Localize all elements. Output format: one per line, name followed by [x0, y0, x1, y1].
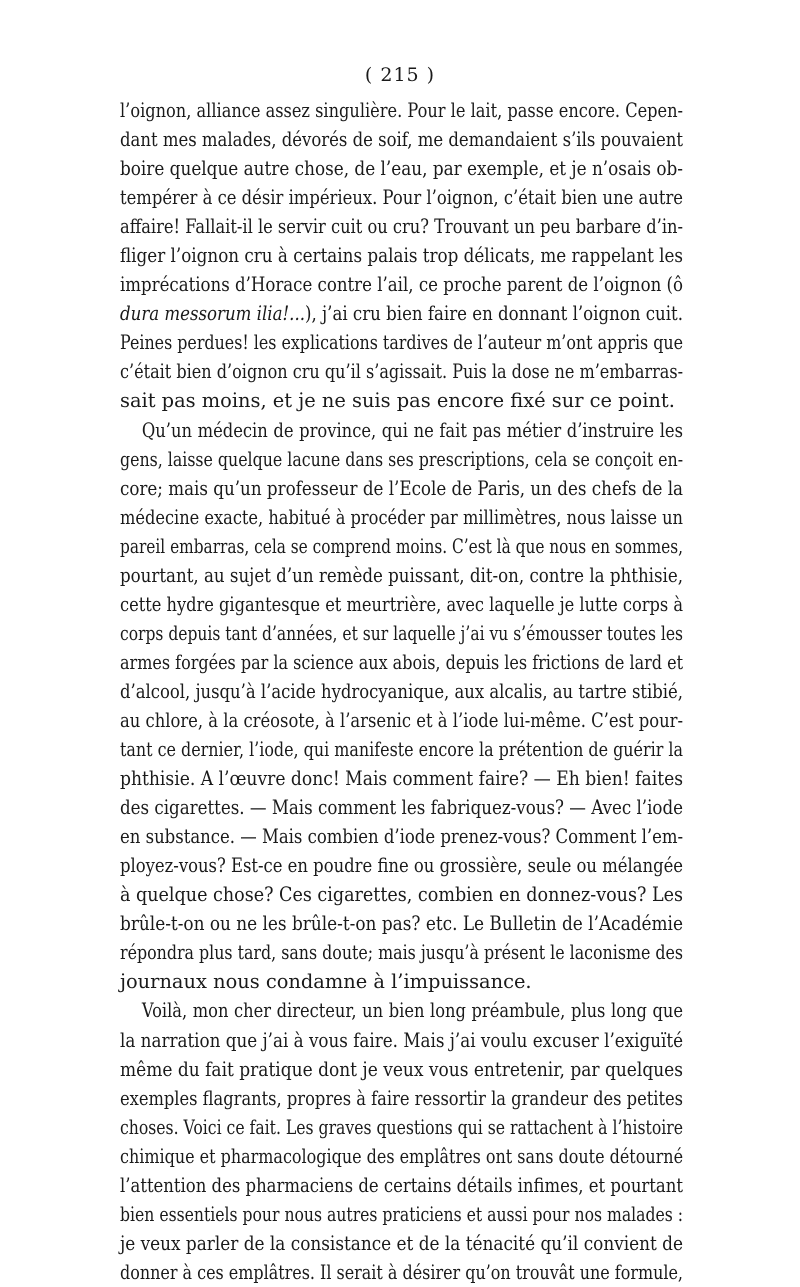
text-line — [120, 706, 683, 735]
text-line — [120, 967, 683, 996]
line-text: chimique et pharmacologique des emplâtres ont sans doute détourné — [120, 1144, 684, 1168]
line-text: des cigarettes. — Mais comment les fabriquez-vous? — Avec l’iode — [120, 796, 684, 820]
text-line — [120, 96, 683, 125]
line-text: journaux nous condamne à l’impuissance. — [120, 970, 532, 994]
text-line — [120, 735, 683, 764]
text-line — [120, 328, 683, 357]
text-line — [120, 880, 683, 909]
text-line — [120, 474, 683, 503]
text-line — [120, 299, 683, 328]
line-text: Voilà, mon cher directeur, un bien long préambule, plus long que — [141, 999, 683, 1023]
line-text: ), j’ai cru bien faire en donnant l’oignon cuit. — [304, 302, 684, 326]
text-line — [120, 183, 683, 212]
line-text: affaire! Fallait-il le servir cuit ou cru? Trouvant un peu barbare d’in- — [120, 215, 683, 239]
text-line — [120, 1026, 683, 1055]
line-text: exemples flagrants, propres à faire ressortir la grandeur des petites — [120, 1086, 684, 1110]
text-line — [120, 357, 683, 386]
text-line — [120, 793, 683, 822]
line-text: ployez-vous? Est-ce en poudre fine ou grossière, seule ou mélangée — [120, 854, 684, 878]
text-line — [120, 1200, 683, 1229]
line-text: bien essentiels pour nous autres praticiens et aussi pour nos malades : — [120, 1202, 684, 1226]
text-line — [120, 851, 683, 880]
text-line — [120, 445, 683, 474]
line-text: Qu’un médecin de province, qui ne fait pas métier d’instruire les — [141, 418, 683, 442]
line-text: même du fait pratique dont je veux vous entretenir, par quelques — [120, 1057, 683, 1081]
text-line — [120, 1171, 683, 1200]
text-line — [120, 1084, 683, 1113]
line-text: répondra plus tard, sans doute; mais jusqu’à présent le laconisme des — [120, 941, 684, 965]
line-text: l’oignon, alliance assez singulière. Pour le lait, passe encore. Cepen- — [120, 99, 684, 122]
text-line — [120, 241, 683, 270]
text-line — [120, 1113, 683, 1142]
text-line — [120, 1258, 683, 1287]
line-text: c’était bien d’oignon cru qu’il s’agissait. Puis la dose ne m’embarras- — [120, 360, 684, 384]
line-text: fliger l’oignon cru à certains palais trop délicats, me rappelant les — [120, 244, 684, 268]
text-line — [120, 677, 683, 706]
line-text: médecine exacte, habitué à procéder par millimètres, nous laisse un — [120, 505, 684, 529]
text-line — [120, 416, 683, 445]
line-text: boire quelque autre chose, de l’eau, par exemple, et je n’osais ob- — [120, 157, 683, 181]
line-text: imprécations d’Horace contre l’ail, ce proche parent de l’oignon (ô — [120, 273, 683, 297]
line-text: armes forgées par la science aux abois, depuis les frictions de lard et — [120, 650, 684, 674]
text-line — [120, 590, 683, 619]
line-text: sait pas moins, et je ne suis pas encore fixé sur ce point. — [120, 389, 675, 413]
text-line — [120, 125, 683, 154]
text-line — [120, 154, 683, 183]
text-line — [120, 996, 683, 1025]
line-text: phthisie. A l’œuvre donc! Mais comment faire? — Eh bien! faites — [120, 767, 684, 791]
text-line — [120, 822, 683, 851]
line-text: d’alcool, jusqu’à l’acide hydrocyanique, aux alcalis, au tartre stibié, — [120, 679, 683, 703]
line-text: brûle-t-on ou ne les brûle-t-on pas? etc. Le Bulletin de l’Académie — [120, 912, 683, 936]
page-number: ( 215 ) — [364, 64, 436, 86]
text-line — [120, 532, 683, 561]
line-text: corps depuis tant d’années, et sur laquelle j’ai vu s’émousser toutes les — [120, 621, 683, 645]
line-text: pareil embarras, cela se comprend moins. C’est là que nous en sommes, — [120, 534, 683, 558]
text-line — [120, 1229, 683, 1258]
body-text — [120, 96, 683, 1287]
text-line — [120, 909, 683, 938]
line-text: en substance. — Mais combien d’iode prenez-vous? Comment l’em- — [120, 825, 684, 849]
line-text: je veux parler de la consistance et de la ténacité qu’il convient de — [120, 1231, 684, 1255]
line-text: dant mes malades, dévorés de soif, me demandaient s’ils pouvaient — [120, 128, 684, 152]
line-text: gens, laisse quelque lacune dans ses prescriptions, cela se conçoit en- — [120, 447, 684, 471]
text-line — [120, 561, 683, 590]
line-text: donner à ces emplâtres. Il serait à désirer qu’on trouvât une formule, — [120, 1260, 684, 1284]
line-text: Peines perdues! les explications tardives de l’auteur m’ont appris que — [120, 331, 684, 355]
line-text: pourtant, au sujet d’un remède puissant, dit-on, contre la phthisie, — [120, 563, 684, 587]
text-line — [120, 1142, 683, 1171]
text-line — [120, 270, 683, 299]
line-text: à quelque chose? Ces cigarettes, combien en donnez-vous? Les — [120, 883, 683, 907]
text-line — [120, 1055, 683, 1084]
line-text: tempérer à ce désir impérieux. Pour l’oignon, c’était bien une autre — [120, 186, 684, 210]
text-line — [120, 619, 683, 648]
text-line — [120, 938, 683, 967]
line-text: l’attention des pharmaciens de certains détails infimes, et pourtant — [120, 1173, 683, 1197]
line-text: au chlore, à la créosote, à l’arsenic et à l’iode lui-même. C’est pour- — [120, 708, 684, 732]
line-text: core; mais qu’un professeur de l’Ecole de Paris, un des chefs de la — [120, 476, 684, 500]
line-text: cette hydre gigantesque et meurtrière, avec laquelle je lutte corps à — [120, 592, 684, 616]
text-line — [120, 503, 683, 532]
text-line — [120, 212, 683, 241]
text-line — [120, 648, 683, 677]
italic-quote: dura messorum ilia!... — [120, 302, 305, 326]
text-line — [120, 764, 683, 793]
line-text: tant ce dernier, l’iode, qui manifeste encore la prétention de guérir la — [120, 738, 683, 762]
text-line — [120, 386, 683, 415]
line-text: choses. Voici ce fait. Les graves questions qui se rattachent à l’histoire — [120, 1115, 683, 1139]
line-text: la narration que j’ai à vous faire. Mais j’ai voulu excuser l’exiguïté — [120, 1028, 684, 1052]
